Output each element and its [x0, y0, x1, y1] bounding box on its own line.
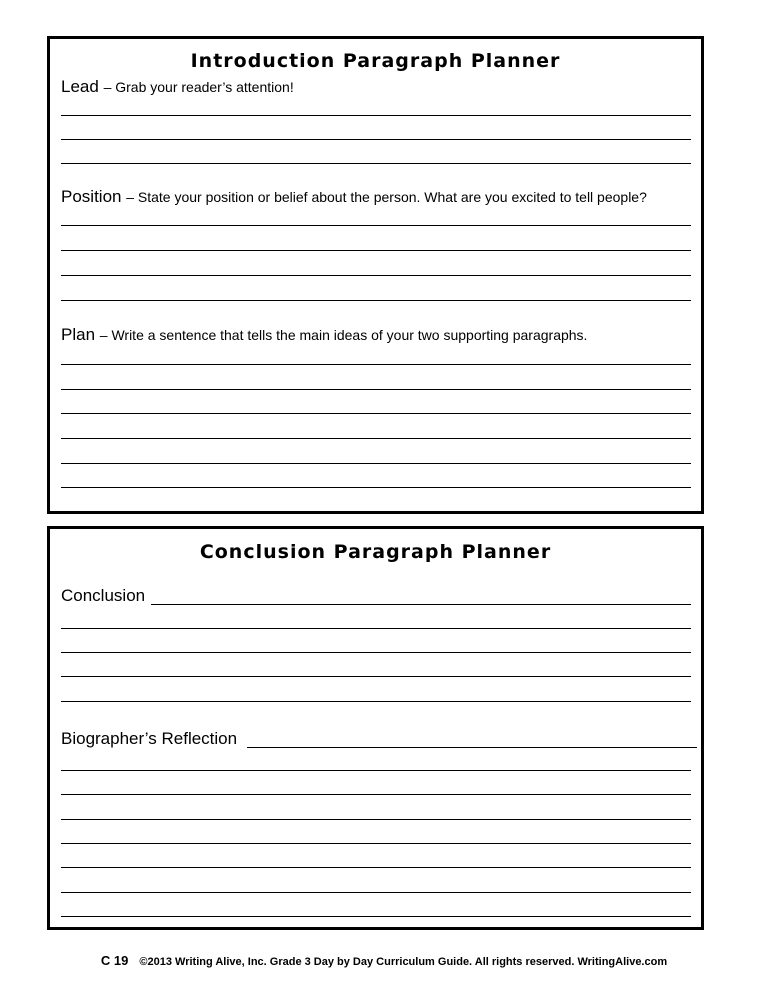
position-writing-line-4[interactable]	[61, 300, 691, 301]
lead-writing-line-1[interactable]	[61, 115, 691, 116]
conclusion-writing-line-2[interactable]	[61, 652, 691, 653]
plan-writing-line-2[interactable]	[61, 389, 691, 390]
reflection-writing-line-4[interactable]	[61, 843, 691, 844]
lead-writing-line-3[interactable]	[61, 163, 691, 164]
plan-prompt	[61, 325, 587, 345]
plan-hint: – Write a sentence that tells the main ideas of your two supporting paragraphs.	[99, 327, 588, 343]
position-prompt	[61, 187, 647, 207]
plan-writing-line-6[interactable]	[61, 487, 691, 488]
position-label: Position	[61, 187, 122, 206]
conclusion-title: Conclusion Paragraph Planner	[199, 541, 552, 563]
conclusion-writing-line-4[interactable]	[61, 701, 691, 702]
lead-hint: – Grab your reader’s attention!	[103, 79, 294, 95]
plan-writing-line-5[interactable]	[61, 463, 691, 464]
position-writing-line-1[interactable]	[61, 225, 691, 226]
lead-label: Lead	[61, 77, 99, 96]
reflection-writing-line-6[interactable]	[61, 892, 691, 893]
plan-writing-line-4[interactable]	[61, 438, 691, 439]
position-writing-line-3[interactable]	[61, 275, 691, 276]
copyright-text: ©2013 Writing Alive, Inc. Grade 3 Day by Day Curriculum Guide. All rights reserved. WritingAlive.com	[139, 956, 668, 968]
reflection-writing-line-5[interactable]	[61, 867, 691, 868]
position-writing-line-2[interactable]	[61, 250, 691, 251]
introduction-planner-box	[47, 36, 704, 514]
page-number: C 19	[100, 953, 129, 968]
lead-prompt	[61, 77, 294, 97]
conclusion-planner-box	[47, 526, 704, 930]
conclusion-writing-line-1[interactable]	[61, 628, 691, 629]
plan-label: Plan	[61, 325, 96, 344]
conclusion-label: Conclusion	[61, 586, 146, 605]
reflection-writing-line-1[interactable]	[61, 770, 691, 771]
position-hint: – State your position or belief about the person. What are you excited to tell people?	[126, 189, 647, 205]
introduction-title: Introduction Paragraph Planner	[190, 50, 561, 72]
reflection-inline-line[interactable]	[247, 747, 697, 748]
plan-writing-line-1[interactable]	[61, 364, 691, 365]
conclusion-inline-line[interactable]	[151, 604, 691, 605]
reflection-writing-line-7[interactable]	[61, 916, 691, 917]
reflection-writing-line-2[interactable]	[61, 794, 691, 795]
page-footer	[0, 953, 768, 968]
reflection-label: Biographer’s Reflection	[61, 729, 238, 748]
plan-writing-line-3[interactable]	[61, 413, 691, 414]
reflection-writing-line-3[interactable]	[61, 819, 691, 820]
conclusion-writing-line-3[interactable]	[61, 676, 691, 677]
lead-writing-line-2[interactable]	[61, 139, 691, 140]
